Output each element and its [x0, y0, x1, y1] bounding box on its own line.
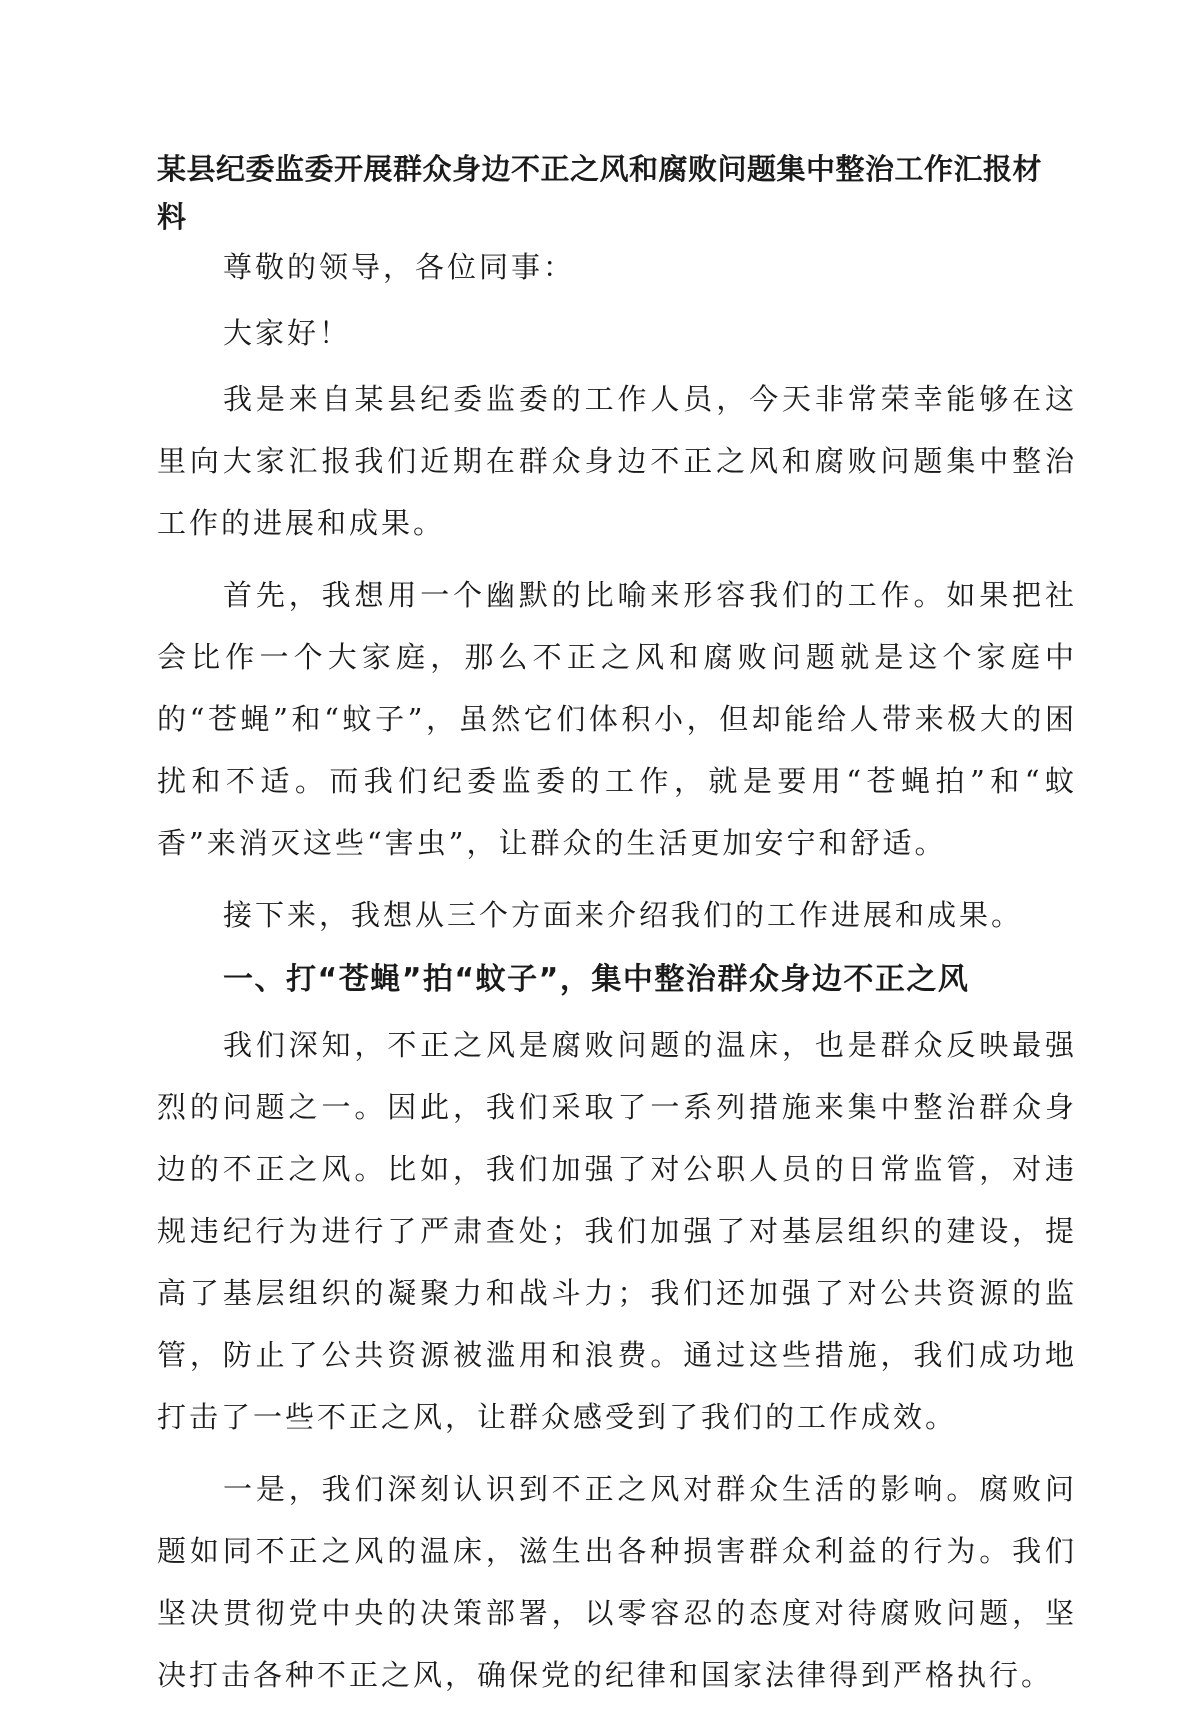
section-heading: 一、打“苍蝇”拍“蚊子”，集中整治群众身边不正之风: [223, 962, 970, 997]
metaphor-paragraph: 首先，我想用一个幽默的比喻来形容我们的工作。如果把社会比作一个大家庭，那么不正之风和腐败问题就是这个家庭中的“苍蝇”和“蚊子”，虽然它们体积小，但却能给人带来极大的困扰和不适。而我们纪委监委的工作，就是要用“苍蝇拍”和“蚊香”来消灭这些“害虫”，让群众的生活更加安宁和舒适。: [157, 578, 1077, 860]
salutation: 尊敬的领导，各位同事：: [223, 250, 576, 284]
intro-paragraph: 我是来自某县纪委监委的工作人员，今天非常荣幸能够在这里向大家汇报我们近期在群众身边不正之风和腐败问题集中整治工作的进展和成果。: [157, 382, 1077, 540]
section-paragraph: 我们深知，不正之风是腐败问题的温床，也是群众反映最强烈的问题之一。因此，我们采取了一系列措施来集中整治群众身边的不正之风。比如，我们加强了对公职人员的日常监管，对违规违纪行为进行了严肃查处；我们加强了对基层组织的建设，提高了基层组织的凝聚力和战斗力；我们还加强了对公共资源的监管，防止了公共资源被滥用和浪费。通过这些措施，我们成功地打击了一些不正之风，让群众感受到了我们的工作成效。: [157, 1028, 1077, 1434]
document-title: 某县纪委监委开展群众身边不正之风和腐败问题集中整治工作汇报材料: [157, 152, 1043, 234]
document-body: [157, 236, 1077, 1716]
section-paragraph: 一是，我们深刻认识到不正之风对群众生活的影响。腐败问题如同不正之风的温床，滋生出各种损害群众利益的行为。我们坚决贯彻党中央的决策部署，以零容忍的态度对待腐败问题，坚决打击各种不正之风，确保党的纪律和国家法律得到严格执行。: [157, 1472, 1077, 1692]
greeting: 大家好！: [223, 316, 352, 350]
overview-paragraph: 接下来，我想从三个方面来介绍我们的工作进展和成果。: [223, 898, 1024, 932]
